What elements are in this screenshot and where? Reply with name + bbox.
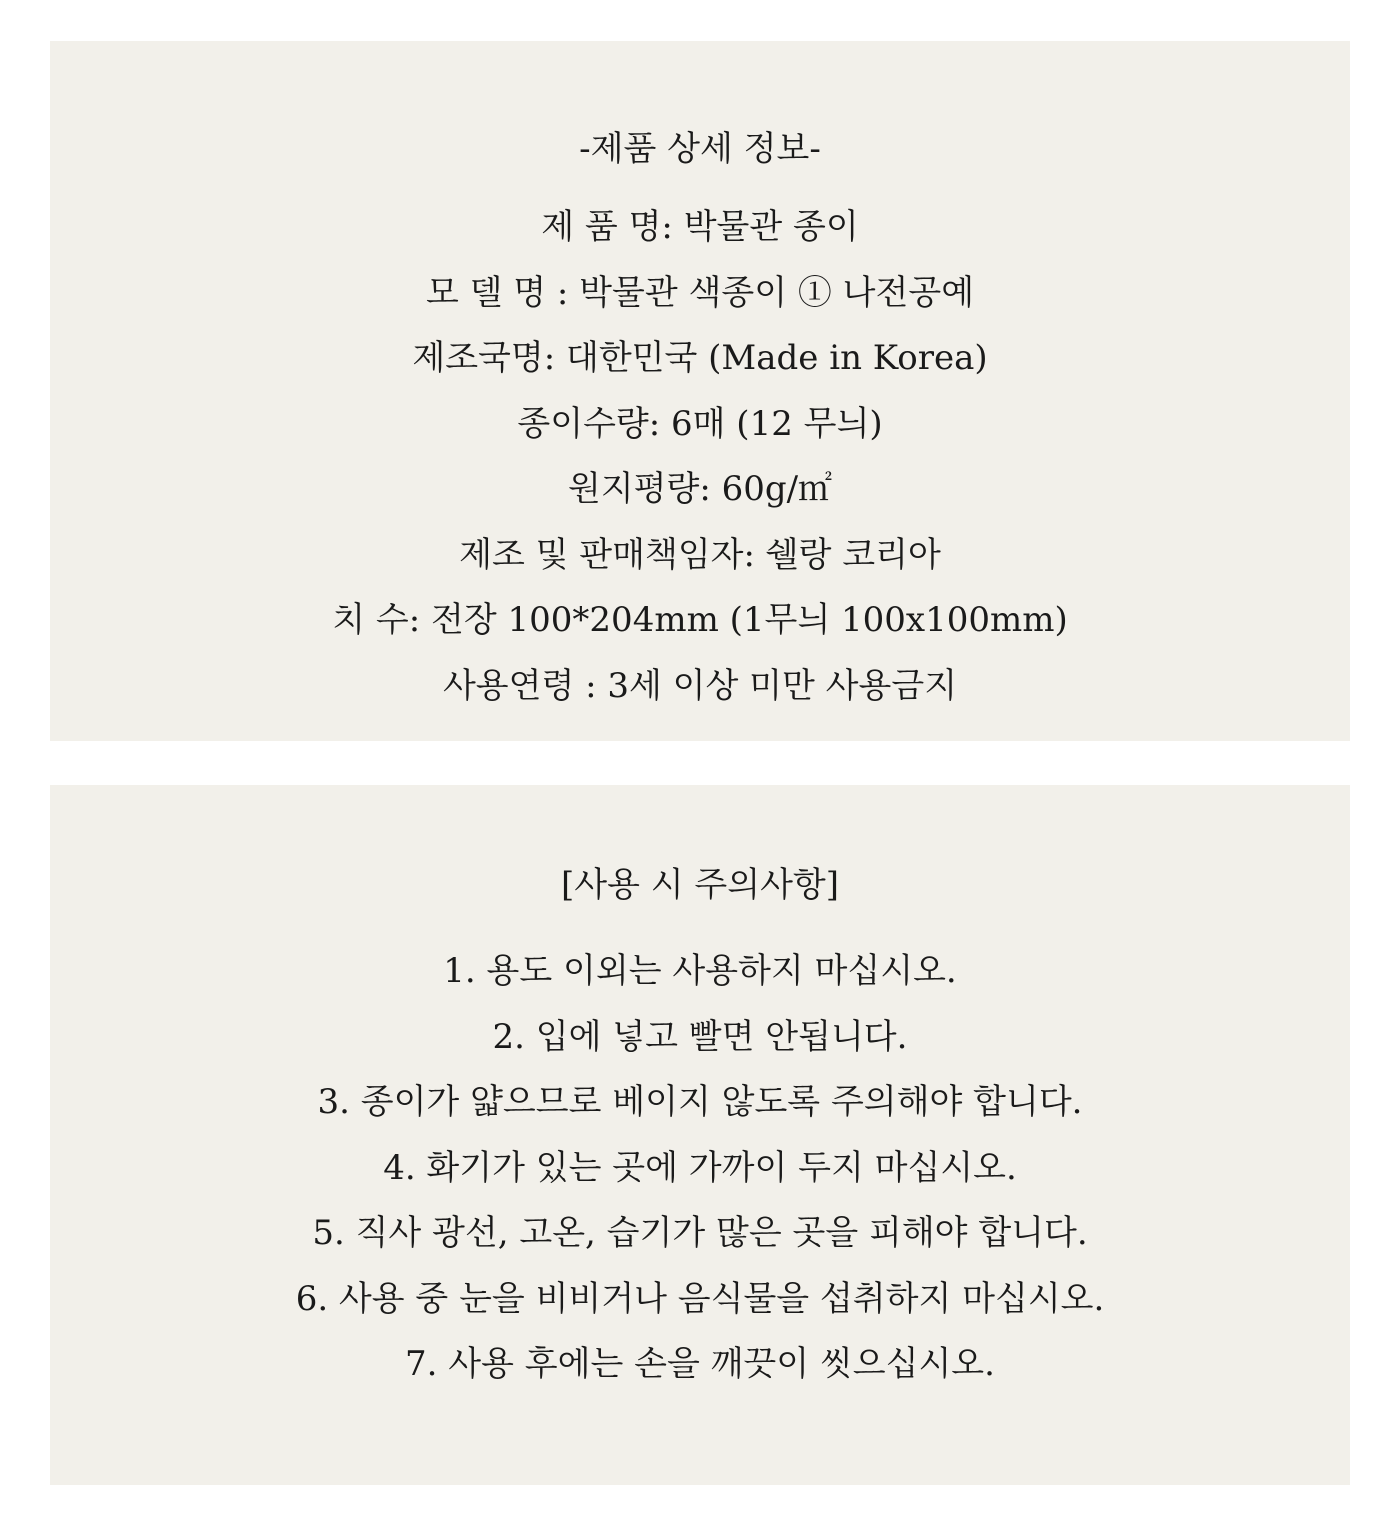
- caution-item: 1. 용도 이외는 사용하지 마십시오.: [443, 951, 957, 991]
- caution-item: 3. 종이가 얇으므로 베이지 않도록 주의해야 합니다.: [317, 1082, 1083, 1122]
- product-name-line: 제 품 명: 박물관 종이: [541, 207, 859, 247]
- caution-item: 5. 직사 광선, 고온, 습기가 많은 곳을 피해야 합니다.: [312, 1213, 1088, 1253]
- dimensions-line: 치 수: 전장 100*204mm (1무늬 100x100mm): [332, 600, 1068, 640]
- product-info-panel: [50, 41, 1350, 741]
- paper-weight-line: 원지평량: 60g/㎡: [567, 469, 833, 509]
- responsible-party-line: 제조 및 판매책임자: 쉘랑 코리아: [459, 534, 941, 575]
- cautions-title: [사용 시 주의사항]: [560, 865, 840, 905]
- caution-item: 4. 화기가 있는 곳에 가까이 두지 마십시오.: [383, 1147, 1017, 1188]
- paper-quantity-line: 종이수량: 6매 (12 무늬): [517, 403, 883, 444]
- model-name-line: 모 델 명 : 박물관 색종이 ① 나전공예: [425, 272, 975, 313]
- age-restriction-line: 사용연령 : 3세 이상 미만 사용금지: [442, 665, 958, 706]
- caution-item: 7. 사용 후에는 손을 깨끗이 씻으십시오.: [405, 1344, 995, 1384]
- caution-item: 6. 사용 중 눈을 비비거나 음식물을 섭취하지 마십시오.: [295, 1278, 1105, 1319]
- product-info-title: -제품 상세 정보-: [579, 129, 821, 169]
- product-info-list: [50, 195, 1350, 719]
- caution-item: 2. 입에 넣고 빨면 안됩니다.: [492, 1016, 908, 1057]
- cautions-list: [50, 939, 1350, 1398]
- cautions-panel: [50, 785, 1350, 1485]
- country-of-manufacture-line: 제조국명: 대한민국 (Made in Korea): [412, 338, 988, 378]
